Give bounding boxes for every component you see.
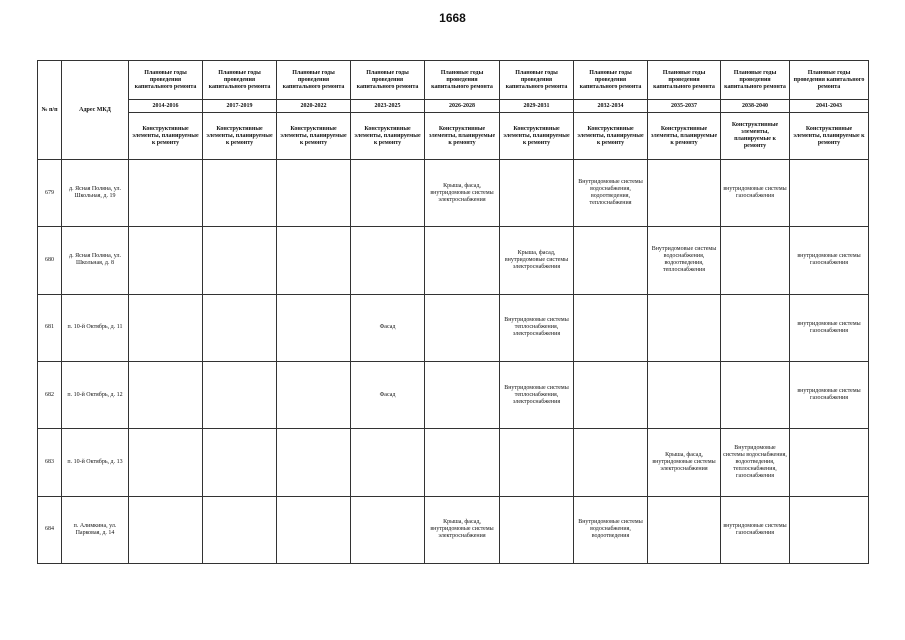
- row-cell: [721, 294, 790, 361]
- row-cell: [721, 361, 790, 428]
- header-elements: Конструктивные элементы, планируемые к ремонту: [574, 113, 648, 160]
- row-cell: [500, 429, 574, 496]
- row-cell: [203, 294, 277, 361]
- row-cell: Внутридомовые системы водоснабжения, водоотведения, теплоснабжения: [648, 227, 721, 294]
- header-period-years: 2014-2016: [129, 100, 203, 113]
- header-period-years: 2023-2025: [351, 100, 425, 113]
- row-cell: [425, 361, 500, 428]
- header-elements: Конструктивные элементы, планируемые к ремонту: [129, 113, 203, 160]
- page-number: 1668: [439, 11, 466, 25]
- header-elements: Конструктивные элементы, планируемые к ремонту: [425, 113, 500, 160]
- row-cell: Крыша, фасад, внутридомовые системы электроснабжения: [425, 160, 500, 227]
- header-period-years: 2029-2031: [500, 100, 574, 113]
- row-cell: внутридомовые системы газоснабжения: [721, 160, 790, 227]
- row-cell: [790, 496, 869, 563]
- header-period-title: Плановые годы проведения капитального ремонта: [129, 61, 203, 100]
- row-cell: Внутридомовые системы водоснабжения, водоотведения, теплоснабжения, газоснабжения: [721, 429, 790, 496]
- row-cell: Фасад: [351, 361, 425, 428]
- row-cell: [129, 294, 203, 361]
- row-address: д. Ясная Поляна, ул. Школьная, д. 19: [62, 160, 129, 227]
- row-cell: [277, 160, 351, 227]
- row-cell: [129, 227, 203, 294]
- table-row: [38, 294, 869, 361]
- row-address: п. 10-й Октябрь, д. 11: [62, 294, 129, 361]
- row-cell: внутридомовые системы газоснабжения: [790, 361, 869, 428]
- table-row: [38, 227, 869, 294]
- row-cell: [203, 227, 277, 294]
- row-cell: [648, 361, 721, 428]
- table-row: [38, 496, 869, 563]
- row-cell: [277, 429, 351, 496]
- header-period-title: Плановые годы проведения капитального ремонта: [351, 61, 425, 100]
- header-elements: Конструктивные элементы, планируемые к ремонту: [648, 113, 721, 160]
- row-cell: Внутридомовые системы теплоснабжения, электроснабжения: [500, 294, 574, 361]
- table-row: [38, 429, 869, 496]
- header-address: Адрес МКД: [62, 61, 129, 160]
- row-cell: [351, 227, 425, 294]
- header-elements: Конструктивные элементы, планируемые к ремонту: [721, 113, 790, 160]
- row-cell: [425, 429, 500, 496]
- table-body: [38, 160, 869, 564]
- row-cell: [203, 429, 277, 496]
- header-period-years: 2038-2040: [721, 100, 790, 113]
- header-elements: Конструктивные элементы, планируемые к ремонту: [790, 113, 869, 160]
- row-number: 684: [38, 496, 62, 563]
- header-period-years: 2041-2043: [790, 100, 869, 113]
- row-cell: внутридомовые системы газоснабжения: [790, 227, 869, 294]
- header-period-title: Плановые годы проведения капитального ремонта: [790, 61, 869, 100]
- row-cell: внутридомовые системы газоснабжения: [790, 294, 869, 361]
- row-cell: [500, 160, 574, 227]
- row-cell: [277, 496, 351, 563]
- row-cell: [203, 160, 277, 227]
- row-address: п. Алимкина, ул. Парковая, д. 14: [62, 496, 129, 563]
- row-cell: [351, 429, 425, 496]
- row-cell: [203, 496, 277, 563]
- row-number: 682: [38, 361, 62, 428]
- row-cell: Внутридомовые системы водоснабжения, водоотведения: [574, 496, 648, 563]
- row-cell: [648, 496, 721, 563]
- row-cell: [574, 227, 648, 294]
- row-cell: [277, 227, 351, 294]
- row-cell: [351, 496, 425, 563]
- row-cell: [129, 361, 203, 428]
- row-cell: Крыша, фасад, внутридомовые системы электроснабжения: [648, 429, 721, 496]
- header-period-title: Плановые годы проведения капитального ремонта: [648, 61, 721, 100]
- row-cell: [574, 294, 648, 361]
- row-cell: [500, 496, 574, 563]
- row-cell: [129, 160, 203, 227]
- header-period-title: Плановые годы проведения капитального ремонта: [277, 61, 351, 100]
- row-cell: Внутридомовые системы теплоснабжения, электроснабжения: [500, 361, 574, 428]
- header-period-years: 2032-2034: [574, 100, 648, 113]
- row-address: д. Ясная Поляна, ул. Школьная, д. 8: [62, 227, 129, 294]
- row-cell: [425, 227, 500, 294]
- header-period-years: 2020-2022: [277, 100, 351, 113]
- repair-schedule-table: [37, 60, 869, 564]
- row-cell: Внутридомовые системы водоснабжения, водоотведения, теплоснабжения: [574, 160, 648, 227]
- table-row: [38, 361, 869, 428]
- row-cell: [648, 294, 721, 361]
- header-num: № п/п: [38, 61, 62, 160]
- row-cell: [277, 294, 351, 361]
- row-number: 681: [38, 294, 62, 361]
- header-period-title: Плановые годы проведения капитального ремонта: [203, 61, 277, 100]
- row-cell: [574, 361, 648, 428]
- row-cell: [203, 361, 277, 428]
- header-period-years: 2017-2019: [203, 100, 277, 113]
- row-cell: [425, 294, 500, 361]
- row-cell: Крыша, фасад, внутридомовые системы электроснабжения: [425, 496, 500, 563]
- header-elements: Конструктивные элементы, планируемые к ремонту: [500, 113, 574, 160]
- header-elements: Конструктивные элементы, планируемые к ремонту: [351, 113, 425, 160]
- row-number: 679: [38, 160, 62, 227]
- row-address: п. 10-й Октябрь, д. 12: [62, 361, 129, 428]
- row-cell: [574, 429, 648, 496]
- table-row: [38, 160, 869, 227]
- row-cell: [648, 160, 721, 227]
- header-elements: Конструктивные элементы, планируемые к ремонту: [203, 113, 277, 160]
- row-cell: [351, 160, 425, 227]
- table-header: [38, 61, 869, 160]
- row-number: 683: [38, 429, 62, 496]
- row-cell: [790, 429, 869, 496]
- row-cell: [277, 361, 351, 428]
- row-number: 680: [38, 227, 62, 294]
- row-cell: Фасад: [351, 294, 425, 361]
- header-period-years: 2026-2028: [425, 100, 500, 113]
- header-period-title: Плановые годы проведения капитального ремонта: [721, 61, 790, 100]
- header-period-title: Плановые годы проведения капитального ремонта: [574, 61, 648, 100]
- header-period-title: Плановые годы проведения капитального ремонта: [425, 61, 500, 100]
- row-address: п. 10-й Октябрь, д. 13: [62, 429, 129, 496]
- header-period-title: Плановые годы проведения капитального ремонта: [500, 61, 574, 100]
- row-cell: [790, 160, 869, 227]
- header-elements: Конструктивные элементы, планируемые к ремонту: [277, 113, 351, 160]
- row-cell: внутридомовые системы газоснабжения: [721, 496, 790, 563]
- header-period-years: 2035-2037: [648, 100, 721, 113]
- row-cell: [721, 227, 790, 294]
- row-cell: [129, 429, 203, 496]
- row-cell: Крыша, фасад, внутридомовые системы электроснабжения: [500, 227, 574, 294]
- row-cell: [129, 496, 203, 563]
